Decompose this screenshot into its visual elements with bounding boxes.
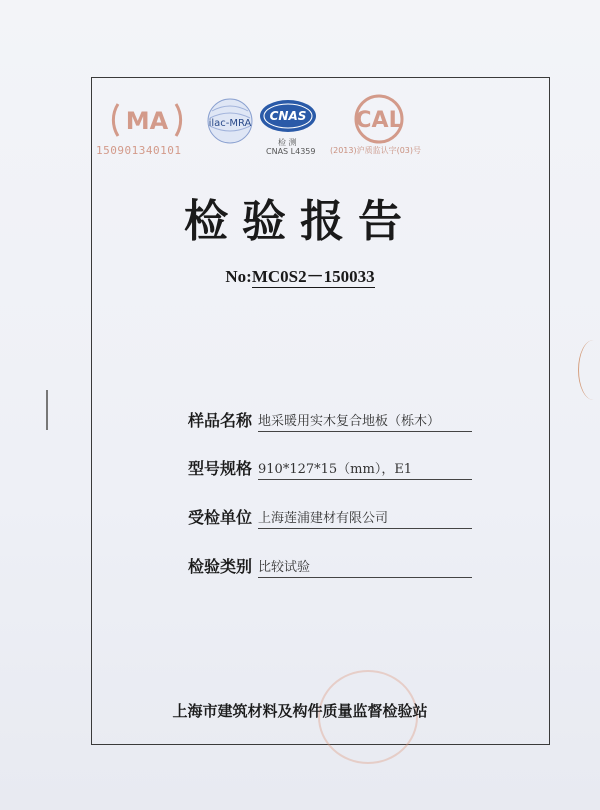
cnas-text: CNAS: [269, 109, 307, 123]
cma-code: 150901340101: [96, 144, 182, 157]
cnas-sub-line2: CNAS L4359: [266, 147, 316, 156]
page-title: 检验报告: [184, 196, 416, 247]
cal-text: CAL: [355, 108, 403, 133]
cma-mark-text: MA: [125, 107, 169, 135]
issuing-organization: 上海市建筑材料及构件质量监督检验站: [172, 702, 428, 720]
field-value-sample-name: 地采暖用实木复合地板（栎木）: [258, 410, 472, 432]
cnas-sub-line1: 检 测: [278, 138, 297, 147]
field-value-inspected-unit: 上海莲浦建材有限公司: [258, 507, 472, 529]
field-label-model-spec: 型号规格: [188, 459, 253, 478]
scan-mark: [46, 390, 48, 430]
ilac-text: ilac-MRA: [208, 118, 252, 129]
report-number: [0, 262, 600, 287]
field-label-sample-name: 样品名称: [188, 411, 253, 430]
report-number-value: MC0S2－150033: [251, 267, 375, 286]
cal-caption: (2013)沪质监认字(03)号: [330, 146, 422, 155]
report-number-prefix: No:: [225, 267, 252, 286]
field-label-inspected-unit: 受检单位: [188, 508, 253, 527]
cal-logo: [345, 94, 413, 144]
cnas-logo: [258, 98, 318, 134]
ilac-mra-logo: [200, 96, 260, 146]
field-value-model-spec: 910*127*15（mm），E1: [258, 458, 472, 480]
field-value-inspection-type: 比较试验: [258, 556, 472, 578]
cma-logo: [108, 100, 186, 140]
field-label-inspection-type: 检验类别: [188, 557, 253, 576]
